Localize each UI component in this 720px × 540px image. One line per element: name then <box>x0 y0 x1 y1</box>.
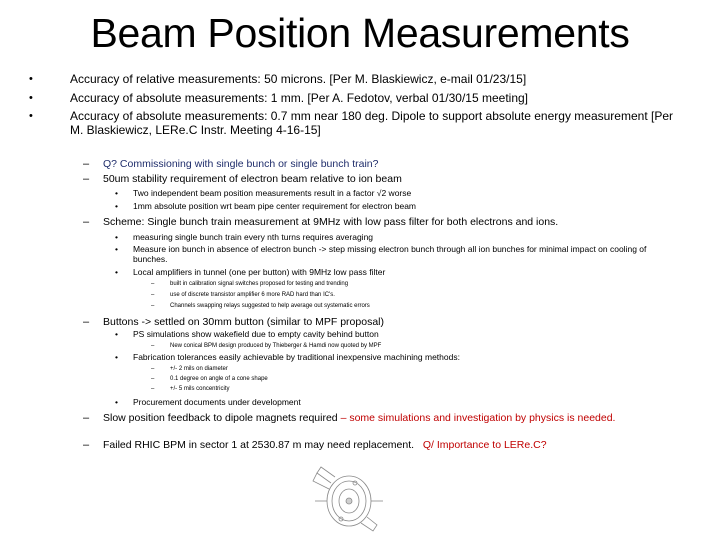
stability-sub-item: Two independent beam position measurements result in a factor √2 worse <box>133 188 412 198</box>
bullet-item <box>29 72 685 86</box>
dash-marker: – <box>83 216 90 228</box>
buttons-item: Buttons -> settled on 30mm button (similar to MPF proposal) <box>103 316 384 328</box>
bullet-marker: • <box>115 329 118 339</box>
commissioning-item <box>103 158 683 171</box>
commissioning-question: Q? Commissioning <box>103 158 192 170</box>
dash-marker: – <box>151 366 155 372</box>
scheme-item: Scheme: Single bunch train measurement at 9MHz with low pass filter for both electrons and ions. <box>103 216 559 228</box>
bullet-marker: • <box>115 201 118 211</box>
dash-marker: – <box>83 173 90 185</box>
dash-marker: – <box>151 281 155 287</box>
scheme-sub-item: Measure ion bunch in absence of electron bunch -> step missing electron bunch through all ion bunches for minimal impact on cooling of bunches. <box>133 244 647 264</box>
stability-sub-item: 1mm absolute position wrt beam pipe center requirement for electron beam <box>133 201 417 211</box>
bullet-marker: • <box>115 188 118 198</box>
conical-bpm-button-drawing <box>311 455 393 537</box>
dash-marker: – <box>83 439 90 451</box>
fabrication-sub-item: 0.1 degree on angle of a cone shape <box>170 376 268 382</box>
dash-marker: – <box>151 343 155 349</box>
dash-marker: – <box>83 316 90 328</box>
slide-title: Beam Position Measurements <box>90 10 630 56</box>
commissioning-text: with single bunch or single bunch train? <box>191 158 379 170</box>
scheme-sub-item: Local amplifiers in tunnel (one per button) with 9MHz low pass filter <box>133 267 386 277</box>
dash-marker: – <box>151 386 155 392</box>
stability-item: 50um stability requirement of electron beam relative to ion beam <box>103 173 402 185</box>
fabrication-sub-item: +/- 5 mils concentricity <box>170 386 230 392</box>
fabrication-sub-item: +/- 2 mils on diameter <box>170 366 228 372</box>
feedback-text: Slow position feedback to dipole magnets required <box>103 412 338 424</box>
bullet-text: Accuracy of absolute measurements: 0.7 mm near 180 deg. Dipole to support absolute energy measurement [Per M. Blaskiewicz, LERe.C Instr. Meeting 4-16-15] <box>70 109 673 137</box>
bullet-text: Accuracy of absolute measurements: 1 mm. [Per A. Fedotov, verbal 01/30/15 meeting] <box>70 91 529 105</box>
bullet-item <box>29 109 685 137</box>
scheme-sub-item: measuring single bunch train every nth turns requires averaging <box>133 232 374 242</box>
rhic-text: Failed RHIC BPM in sector 1 at 2530.87 m may need replacement. <box>103 439 423 451</box>
bullet-marker: • <box>29 73 33 85</box>
bullet-marker: • <box>29 110 33 122</box>
scheme-sub-sub-item: Channels swapping relays suggested to help average out systematic errors <box>170 303 370 309</box>
buttons-sub-item: PS simulations show wakefield due to empty cavity behind button <box>133 329 379 339</box>
bullet-marker: • <box>115 232 118 242</box>
dash-marker: – <box>151 292 155 298</box>
bullet-marker: • <box>115 267 118 277</box>
dash-marker: – <box>151 376 155 382</box>
dash-marker: – <box>151 303 155 309</box>
bullet-marker: • <box>115 352 118 362</box>
bullet-marker: • <box>115 244 118 254</box>
rhic-question: Q/ Importance to LERe.C? <box>422 439 547 451</box>
bullet-marker: • <box>29 92 33 104</box>
scheme-sub-sub-item: built in calibration signal switches proposed for testing and trending <box>170 281 349 287</box>
dash-marker: – <box>83 158 90 170</box>
buttons-sub-sub-item: New conical BPM design produced by Thieberger & Hamdi now quoted by MPF <box>170 343 382 349</box>
scheme-sub-sub-item: use of discrete transistor amplifier 6 more RAD hard than IC's. <box>170 292 335 298</box>
bullet-text: Accuracy of relative measurements: 50 microns. [Per M. Blaskiewicz, e-mail 01/23/15] <box>70 72 527 86</box>
buttons-sub-item: Fabrication tolerances easily achievable by traditional inexpensive machining methods: <box>133 352 460 362</box>
feedback-note: – some simulations and investigation by physics is needed. <box>337 412 616 424</box>
rhic-item <box>103 439 693 452</box>
feedback-item <box>103 412 678 425</box>
dash-marker: – <box>83 412 90 424</box>
bullet-marker: • <box>115 397 118 407</box>
buttons-sub-item: Procurement documents under development <box>133 397 301 407</box>
bullet-item <box>29 91 685 105</box>
